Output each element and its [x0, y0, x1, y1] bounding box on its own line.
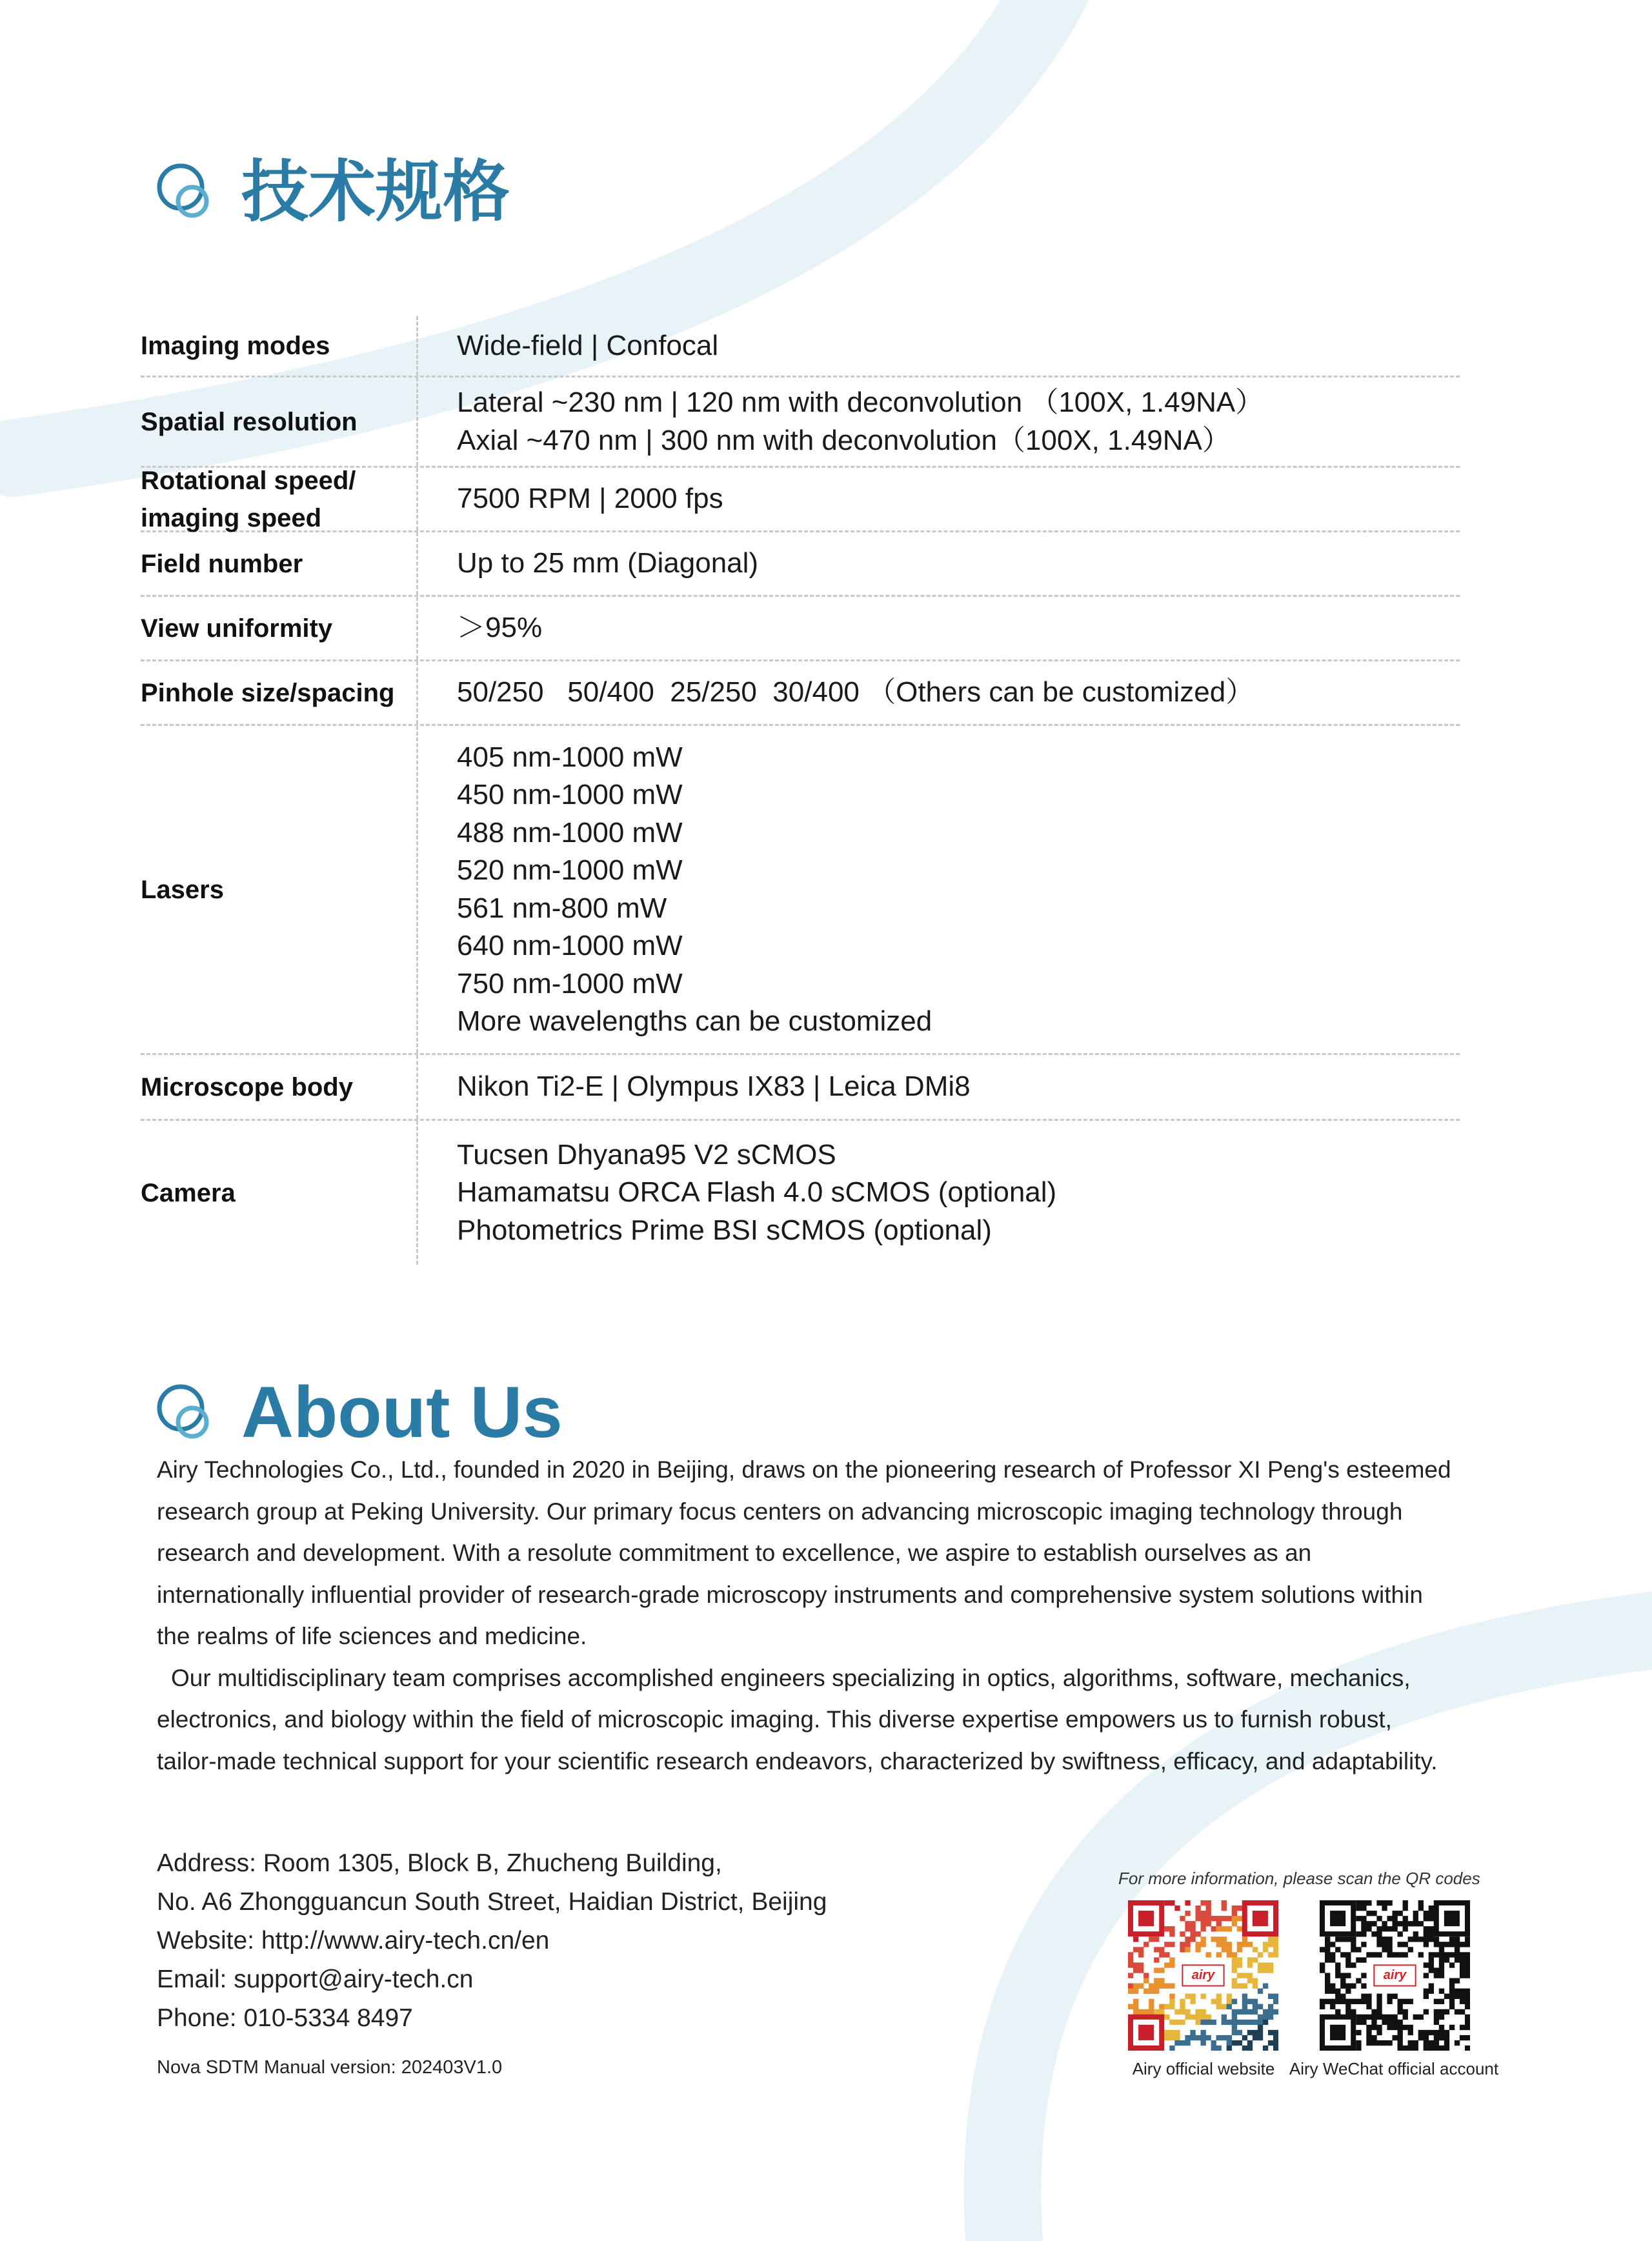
spec-value	[416, 597, 1460, 659]
spec-value-line: 450 nm-1000 mW	[457, 779, 683, 810]
spec-value	[416, 661, 1460, 724]
spec-value-line: 405 nm-1000 mW	[457, 741, 683, 773]
spec-label: Pinhole size/spacing	[141, 678, 395, 707]
spec-value	[416, 468, 1460, 530]
spec-row-camera	[141, 1121, 1460, 1265]
contact-info	[157, 1844, 827, 2038]
spec-row-view-uniformity	[141, 597, 1460, 661]
spec-value-line: 561 nm-800 mW	[457, 892, 667, 924]
website-qr-code[interactable]	[1128, 1900, 1278, 2051]
specs-heading	[155, 152, 510, 231]
qr-brand-label: airy	[1383, 1968, 1407, 1983]
spec-label: Rotational speed/ imaging speed	[141, 466, 356, 532]
spec-row-field-number	[141, 532, 1460, 597]
phone-number: Phone: 010-5334 8497	[157, 2004, 413, 2032]
spec-value	[416, 1055, 1460, 1119]
spec-row-spatial-resolution	[141, 377, 1460, 468]
spec-label: Imaging modes	[141, 332, 330, 360]
qr-brand-label: airy	[1191, 1968, 1215, 1983]
website-link[interactable]: Website: http://www.airy-tech.cn/en	[157, 1927, 550, 1955]
spec-value-line: ＞95%	[457, 612, 543, 644]
spec-value-line: Axial ~470 nm | 300 nm with deconvolution（100X, 1.49NA）	[457, 424, 1231, 456]
spec-label: Microscope body	[141, 1072, 353, 1101]
spec-label: View uniformity	[141, 614, 333, 643]
specs-table	[141, 316, 1460, 1265]
spec-value	[416, 1121, 1460, 1265]
spec-value	[416, 377, 1460, 466]
spec-row-pinhole	[141, 661, 1460, 726]
spec-row-lasers	[141, 726, 1460, 1055]
about-heading	[155, 1372, 563, 1452]
about-paragraph: Airy Technologies Co., Ltd., founded in 2020 in Beijing, draws on the pioneering research of Professor XI Peng's esteemed research group at Peking University. Our primary focus centers on advancing microscopic imaging technology through research and development. With a resolute commitment to excellence, we aspire to establish ourselves as an internationally influential provider of research-grade microscopy instruments and comprehensive system solutions within the realms of life sciences and medicine.	[157, 1456, 1451, 1649]
airy-logo-icon	[155, 1382, 216, 1443]
spec-value-line: Hamamatsu ORCA Flash 4.0 sCMOS (optional)	[457, 1176, 1057, 1209]
about-text	[157, 1449, 1454, 1782]
spec-value	[416, 316, 1460, 376]
spec-value-line: 7500 RPM | 2000 fps	[457, 483, 723, 515]
spec-value-line: 640 nm-1000 mW	[457, 930, 683, 961]
spec-value-line: Tucsen Dhyana95 V2 sCMOS	[457, 1138, 836, 1171]
spec-value	[416, 532, 1460, 595]
about-title: About Us	[241, 1372, 563, 1452]
spec-value-line: Up to 25 mm (Diagonal)	[457, 547, 759, 579]
spec-value	[416, 726, 1460, 1053]
spec-value-line: 750 nm-1000 mW	[457, 967, 683, 1000]
spec-value-line: 520 nm-1000 mW	[457, 854, 683, 886]
spec-value-line: Nikon Ti2-E | Olympus IX83 | Leica DMi8	[457, 1070, 971, 1103]
wechat-qr-code[interactable]	[1320, 1900, 1470, 2051]
spec-value-line: Photometrics Prime BSI sCMOS (optional)	[457, 1214, 992, 1246]
spec-value-line: More wavelengths can be customized	[457, 1005, 932, 1037]
address-line: Address: Room 1305, Block B, Zhucheng Building,	[157, 1849, 722, 1877]
spec-row-imaging-modes	[141, 316, 1460, 377]
spec-row-rotational-speed	[141, 468, 1460, 532]
spec-label: Camera	[141, 1178, 236, 1207]
qr-note: For more information, please scan the QR codes	[1118, 1869, 1480, 1888]
spec-value-line: 50/250 50/400 25/250 30/400 （Others can be customized）	[457, 676, 1254, 708]
about-paragraph: Our multidisciplinary team comprises accomplished engineers specializing in optics, algorithms, software, mechanics, electronics, and biology within the field of microscopic imaging. This diverse expertise empowers us to furnish robust, tailor-made technical support for your scientific research endeavors, characterized by swiftness, efficacy, and adaptability.	[157, 1664, 1438, 1774]
spec-label: Lasers	[141, 875, 224, 904]
spec-value-line: 488 nm-1000 mW	[457, 816, 683, 849]
address-line: No. A6 Zhongguancun South Street, Haidian District, Beijing	[157, 1888, 827, 1916]
specs-title: 技术规格	[241, 152, 510, 231]
spec-value-line: Wide-field | Confocal	[457, 329, 719, 361]
airy-logo-icon	[155, 161, 216, 222]
email-link[interactable]: Email: support@airy-tech.cn	[157, 1965, 474, 1993]
wechat-qr-caption: Airy WeChat official account	[1289, 2059, 1499, 2078]
spec-label: Field number	[141, 549, 303, 578]
spec-label: Spatial resolution	[141, 407, 358, 436]
manual-version: Nova SDTM Manual version: 202403V1.0	[157, 2057, 503, 2078]
website-qr-caption: Airy official website	[1132, 2059, 1275, 2078]
spec-value-line: Lateral ~230 nm | 120 nm with deconvolution （100X, 1.49NA）	[457, 387, 1264, 418]
spec-row-microscope-body	[141, 1055, 1460, 1121]
